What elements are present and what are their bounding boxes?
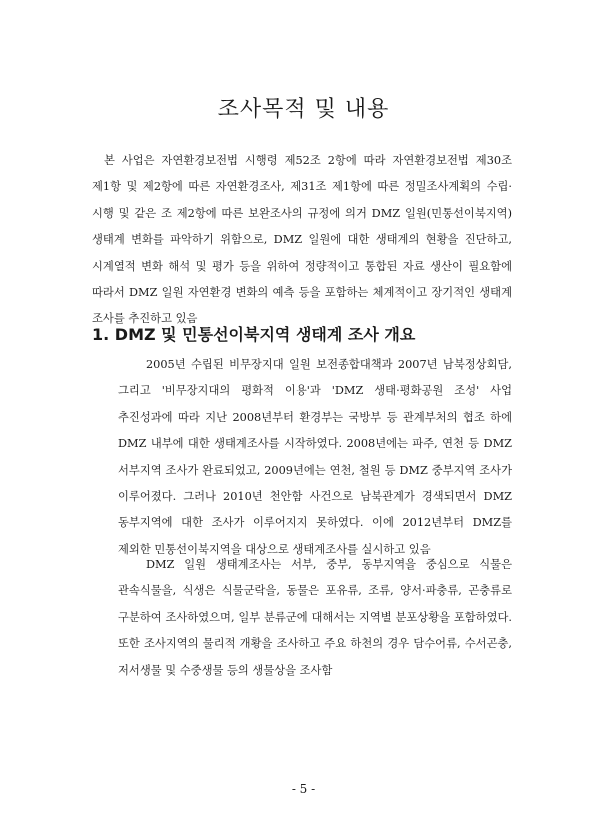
- section-paragraph-2: DMZ 일원 생태계조사는 서부, 중부, 동부지역을 중심으로 식물은 관속식물을, 식생은 식물군락을, 동물은 포유류, 조류, 양서·파충류, 곤충류로 구분하여 조사하였으며, 일부 분류군에 대해서는 지역별 분포상황을 포함하였다. 또한 조사지역의 물리적 개황을 조사하고 주요 하천의 경우 담수어류, 수서곤충, 저서생물 및 수중생물 등의 생물상을 조사함: [118, 558, 512, 677]
- intro-paragraph: 본 사업은 자연환경보전법 시행령 제52조 2항에 따라 자연환경보전법 제30조 제1항 및 제2항에 따른 자연환경조사, 제31조 제1항에 따른 정밀조사계획의 수립·시행 및 같은 조 제2항에 따른 보완조사의 규정에 의거 DMZ 일원(민통선이북지역) 생태계 변화를 파악하기 위함으로, DMZ 일원에 대한 생태계의 현황을 진단하고, 시계열적 변화 해석 및 평가 등을 위하여 정량적이고 통합된 자료 생산이 필요함에 따라서 DMZ 일원 자연환경 변화의 예측 등을 포함하는 체계적이고 장기적인 생태계 조사를 추진하고 있음: [92, 154, 512, 326]
- section-heading: 1. DMZ 및 민통선이북지역 생태계 조사 개요: [92, 325, 416, 344]
- section-paragraph-1: 2005년 수립된 비무장지대 일원 보전종합대책과 2007년 남북정상회담, 그리고 '비무장지대의 평화적 이용'과 'DMZ 생태·평화공원 조성' 사업 추진성과에 따라 지난 2008년부터 환경부는 국방부 등 관계부처의 협조 하에 DMZ 내부에 대한 생태계조사를 시작하였다. 2008년에는 파주, 연천 등 DMZ 서부지역 조사가 완료되었고, 2009년에는 연천, 철원 등 DMZ 중부지역 조사가 이루어졌다. 그러나 2010년 천안함 사건으로 남북관계가 경색되면서 DMZ 동부지역에 대한 조사가 이루어지지 못하였다. 이에 2012년부터 DMZ를 제외한 민통선이북지역을 대상으로 생태계조사를 실시하고 있음: [118, 358, 512, 556]
- page-number: - 5 -: [291, 782, 316, 796]
- page-title: 조사목적 및 내용: [217, 97, 390, 122]
